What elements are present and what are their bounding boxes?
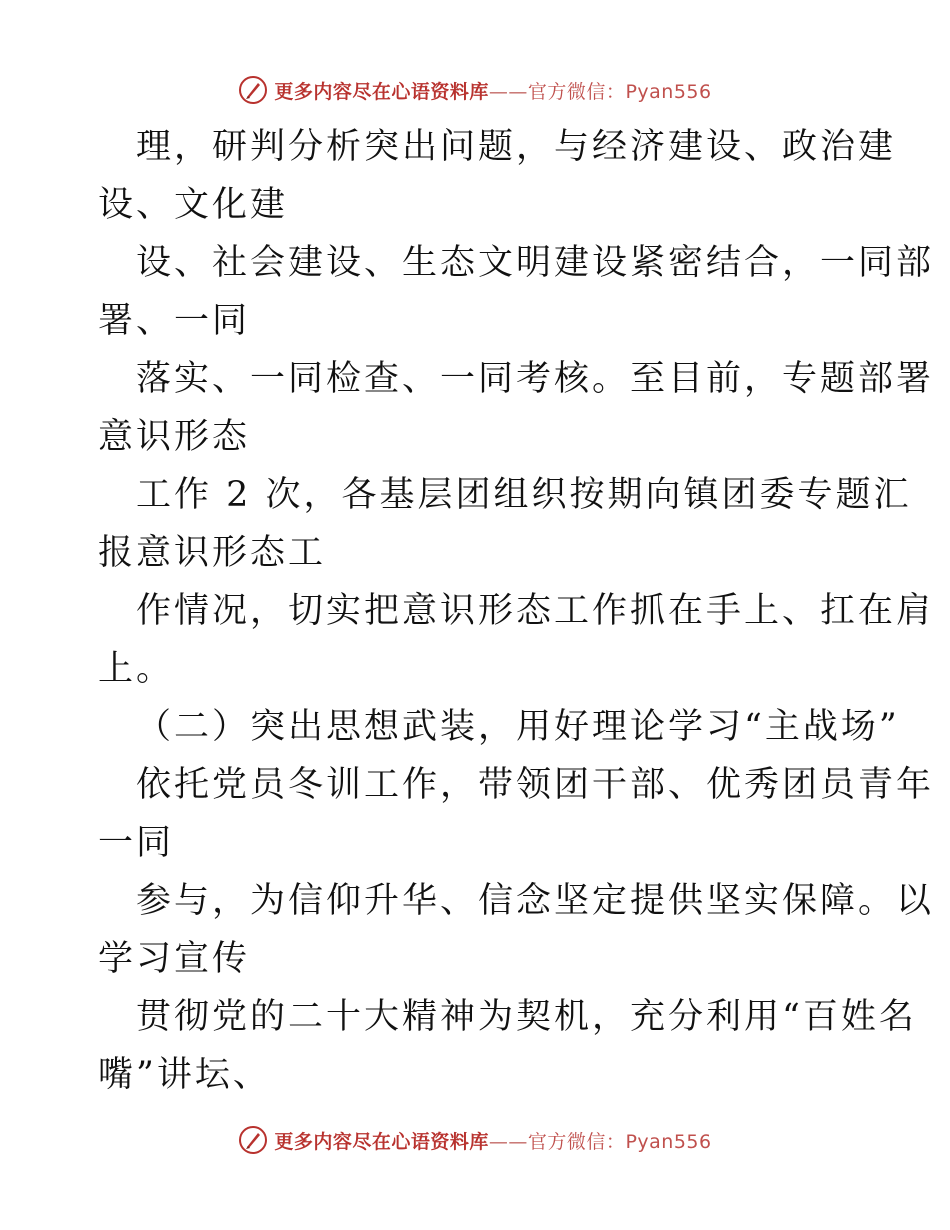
- document-body: [98, 118, 935, 1104]
- footer-watermark: [0, 1120, 950, 1160]
- body-line: 工作 2 次，各基层团组织按期向镇团委专题汇: [136, 475, 912, 515]
- watermark-wechat-id: Pyan556: [625, 80, 712, 103]
- body-line: 一同: [98, 823, 175, 863]
- quill-pen-logo-icon: [238, 1125, 268, 1155]
- body-line: 设、社会建设、生态文明建设紧密结合，一同部: [136, 243, 935, 283]
- body-line: 署、一同: [98, 301, 251, 341]
- watermark-wechat-label: 官方微信：: [527, 80, 626, 103]
- body-line: 意识形态: [98, 417, 251, 457]
- watermark-text: [274, 77, 711, 104]
- watermark-wechat-id: Pyan556: [625, 1130, 712, 1153]
- body-line: 参与，为信仰升华、信念坚定提供坚实保障。以: [136, 881, 935, 921]
- body-line: 上。: [98, 649, 175, 689]
- body-line: 作情况，切实把意识形态工作抓在手上、扛在肩: [136, 591, 935, 631]
- quill-pen-logo-icon: [238, 75, 268, 105]
- body-line: 贯彻党的二十大精神为契机，充分利用“百姓名: [136, 997, 917, 1037]
- body-line: 理，研判分析突出问题，与经济建设、政治建: [136, 127, 897, 167]
- watermark-separator: ——: [488, 1130, 528, 1153]
- body-line: 报意识形态工: [98, 533, 327, 573]
- body-line: 依托党员冬训工作，带领团干部、优秀团员青年: [136, 765, 935, 805]
- body-line: 落实、一同检查、一同考核。至目前，专题部署: [136, 359, 935, 399]
- watermark-separator: ——: [488, 80, 528, 103]
- section-heading: （二）突出思想武装，用好理论学习“主战场”: [136, 707, 900, 747]
- body-line: 嘴”讲坛、: [98, 1055, 271, 1095]
- header-watermark: [0, 70, 950, 110]
- watermark-brand: 更多内容尽在心语资料库: [274, 80, 489, 103]
- watermark-text: [274, 1127, 711, 1154]
- body-line: 学习宣传: [98, 939, 251, 979]
- body-line: 设、文化建: [98, 185, 289, 225]
- watermark-brand: 更多内容尽在心语资料库: [274, 1130, 489, 1153]
- watermark-wechat-label: 官方微信：: [527, 1130, 626, 1153]
